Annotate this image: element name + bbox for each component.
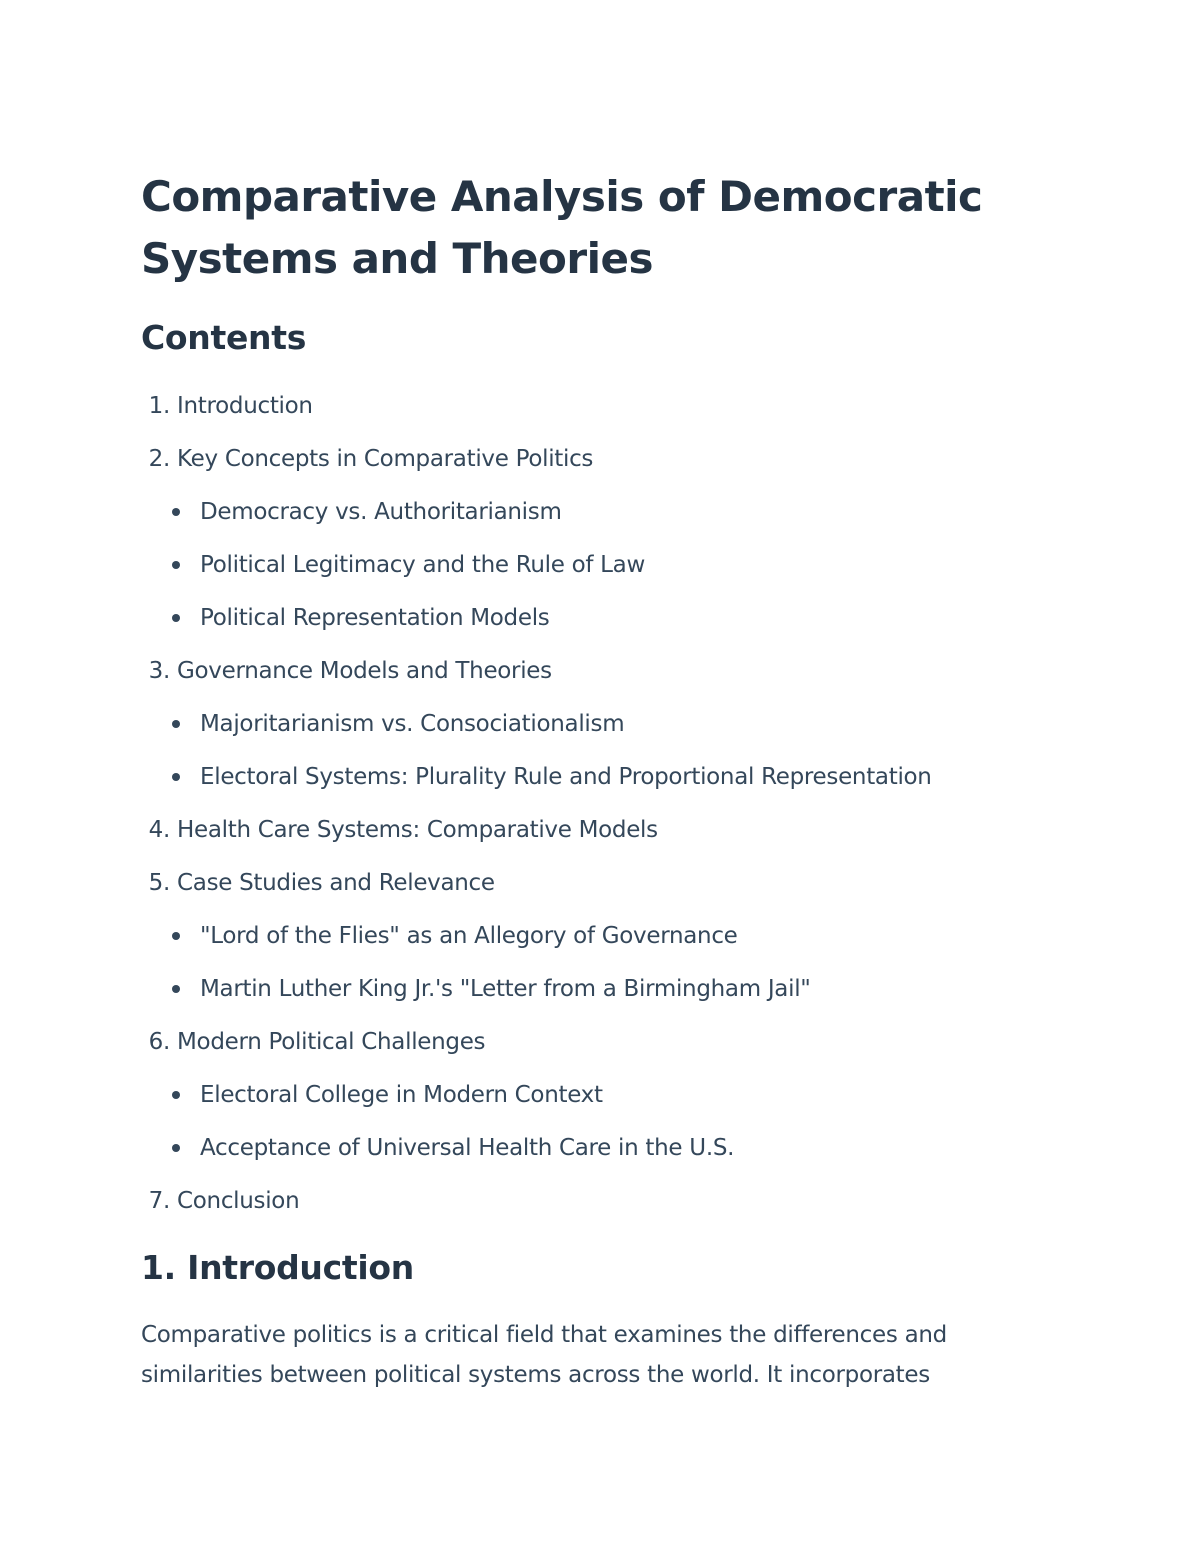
- toc-item: [141, 1022, 1041, 1075]
- toc-subitem: [141, 1075, 1041, 1128]
- toc-subitem: [141, 545, 1041, 598]
- toc-subitem: [141, 704, 1041, 757]
- toc-item-label: Health Care Systems: Comparative Models: [177, 817, 658, 843]
- toc-item-number: 2.: [148, 446, 170, 472]
- toc-item-number: 3.: [148, 658, 170, 684]
- section-heading-introduction: 1. Introduction: [141, 1248, 414, 1287]
- toc-item: [141, 1181, 1041, 1234]
- bullet-icon: [172, 720, 180, 728]
- toc-subitem: [141, 598, 1041, 651]
- toc-subitem: [141, 757, 1041, 810]
- toc-subitem-label: Political Legitimacy and the Rule of Law: [200, 552, 645, 578]
- toc-item: [141, 863, 1041, 916]
- bullet-icon: [172, 773, 180, 781]
- table-of-contents: [141, 386, 1041, 1234]
- bullet-icon: [172, 614, 180, 622]
- toc-item-label: Key Concepts in Comparative Politics: [177, 446, 594, 472]
- toc-item-label: Modern Political Challenges: [177, 1029, 486, 1055]
- toc-item-label: Governance Models and Theories: [177, 658, 552, 684]
- introduction-paragraph: Comparative politics is a critical field that examines the differences and similarities between political systems across the world. It incorporates: [141, 1322, 947, 1388]
- toc-item-label: Introduction: [177, 393, 313, 419]
- toc-item-label: Case Studies and Relevance: [177, 870, 495, 896]
- toc-item: [141, 810, 1041, 863]
- toc-subitem-label: Martin Luther King Jr.'s "Letter from a Birmingham Jail": [200, 976, 811, 1002]
- contents-heading: Contents: [141, 318, 307, 357]
- toc-subitem: [141, 1128, 1041, 1181]
- toc-subitem: [141, 492, 1041, 545]
- bullet-icon: [172, 561, 180, 569]
- toc-item-number: 1.: [148, 393, 170, 419]
- bullet-icon: [172, 1144, 180, 1152]
- toc-item-number: 7.: [148, 1188, 170, 1214]
- toc-item: [141, 386, 1041, 439]
- toc-item-number: 6.: [148, 1029, 170, 1055]
- toc-item-number: 4.: [148, 817, 170, 843]
- bullet-icon: [172, 508, 180, 516]
- toc-item-label: Conclusion: [177, 1188, 300, 1214]
- bullet-icon: [172, 932, 180, 940]
- document-title: Comparative Analysis of Democratic Systems and Theories: [141, 172, 983, 283]
- toc-subitem-label: Electoral College in Modern Context: [200, 1082, 603, 1108]
- toc-subitem: [141, 916, 1041, 969]
- toc-subitem: [141, 969, 1041, 1022]
- toc-item-number: 5.: [148, 870, 170, 896]
- bullet-icon: [172, 985, 180, 993]
- toc-subitem-label: Democracy vs. Authoritarianism: [200, 499, 562, 525]
- toc-subitem-label: Electoral Systems: Plurality Rule and Proportional Representation: [200, 764, 932, 790]
- toc-item: [141, 439, 1041, 492]
- toc-item: [141, 651, 1041, 704]
- toc-subitem-label: Majoritarianism vs. Consociationalism: [200, 711, 625, 737]
- bullet-icon: [172, 1091, 180, 1099]
- toc-subitem-label: Acceptance of Universal Health Care in the U.S.: [200, 1135, 735, 1161]
- toc-subitem-label: Political Representation Models: [200, 605, 550, 631]
- toc-subitem-label: "Lord of the Flies" as an Allegory of Governance: [200, 923, 738, 949]
